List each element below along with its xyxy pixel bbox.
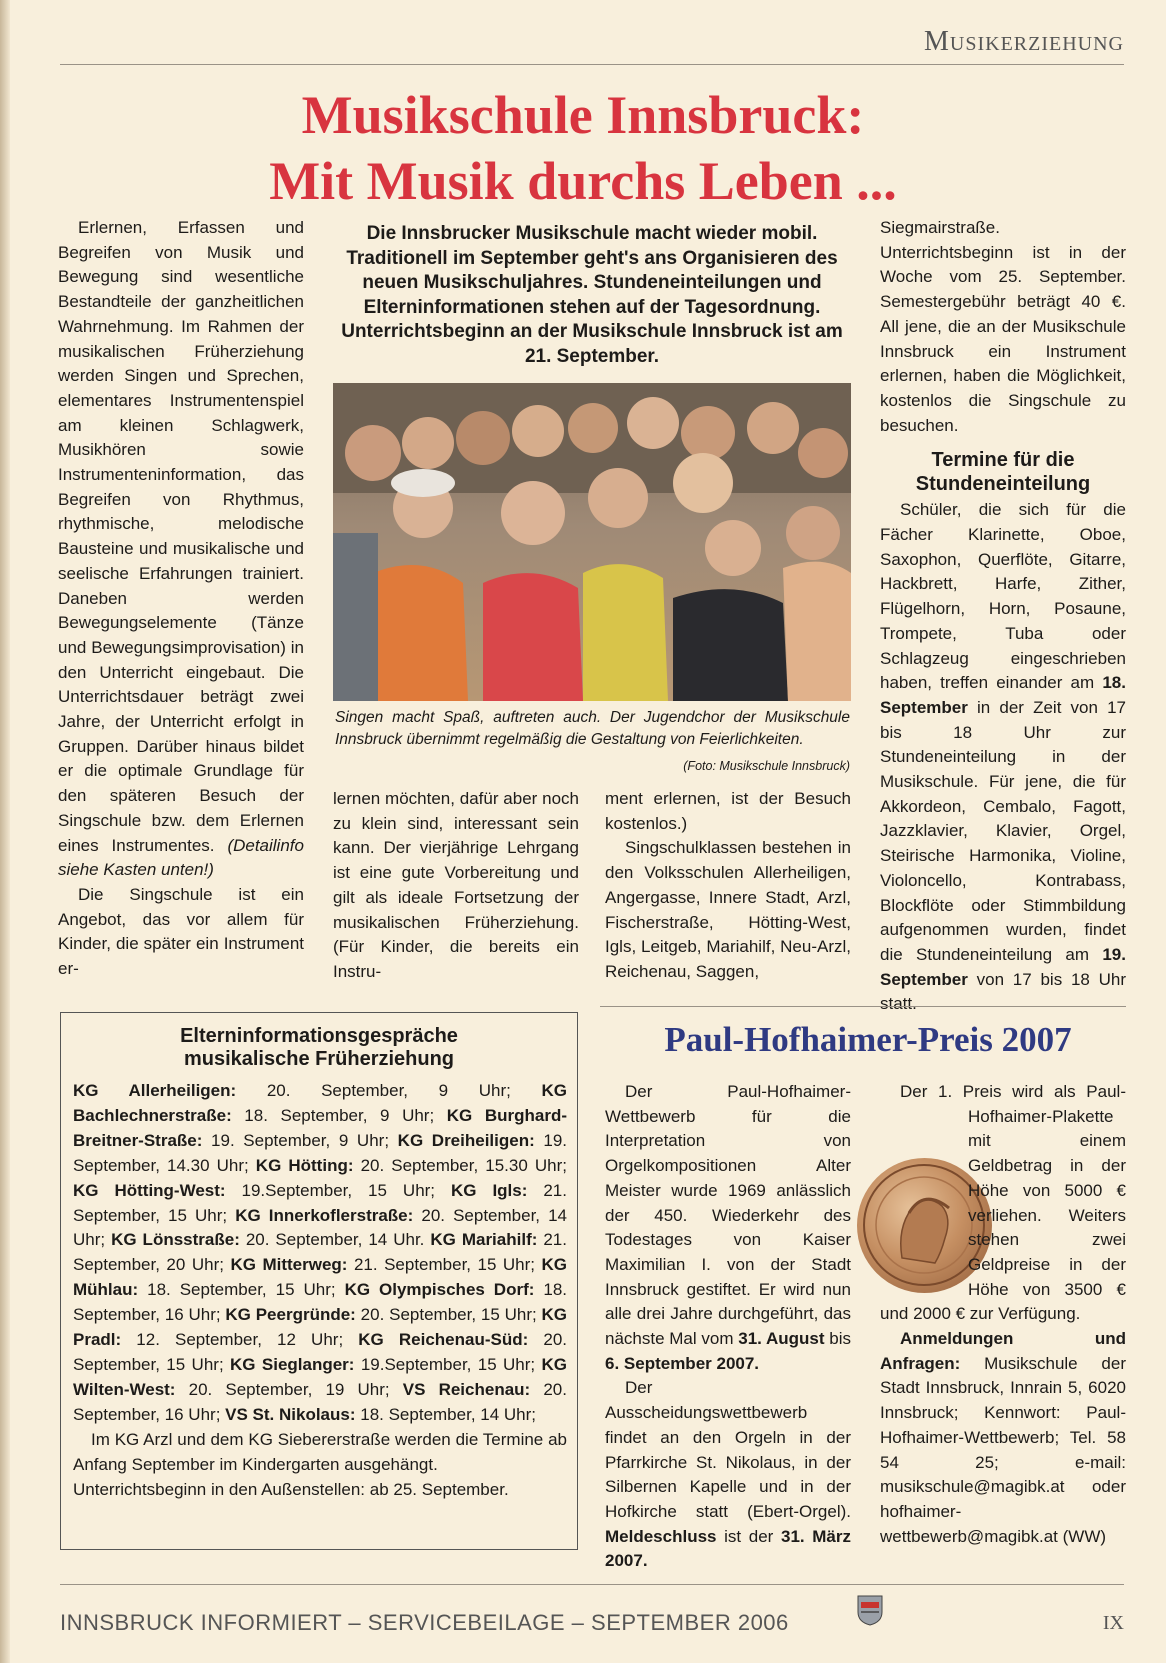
- prize-text: Der Ausscheidungswettbewerb findet an den Orgeln in der Pfarrkirche St. Nikolaus, in der Silbernen Kapelle und in der Hofkirche statt (Ebert-Orgel).: [605, 1378, 851, 1521]
- headline: [0, 82, 1166, 214]
- prize-paragraph: Der 1. Preis wird als Paul-Hofhaimer-Plakette mit einem Geldbetrag in der Höhe von 5000 € verliehen. Weiters stehen zwei Geldpreise in der Höhe von 3500 € und 2000 € zur Verfügung.: [880, 1082, 1126, 1324]
- headline-line-1: Musikschule Innsbruck:: [301, 85, 865, 145]
- kindergarten-name: KG Dreiheiligen:: [397, 1130, 535, 1150]
- header-rule: [60, 64, 1124, 65]
- kindergarten-date: 20. September, 15.30 Uhr;: [353, 1155, 567, 1175]
- prize-contact-label: Anmeldungen und Anfragen:: [880, 1329, 1126, 1373]
- medal-wrap-spacer: [850, 1130, 960, 1320]
- box-note-2: Unterrichtsbeginn in den Außenstellen: ab 25. September.: [73, 1479, 509, 1499]
- kindergarten-name: KG Peergründe:: [225, 1305, 356, 1325]
- kindergarten-date: 18. September, 15 Uhr;: [138, 1280, 345, 1300]
- photo-credit: (Foto: Musikschule Innsbruck): [683, 759, 850, 773]
- prize-deadline-date: 31. März 2007.: [605, 1526, 851, 1571]
- kindergarten-date: 12. September, 12 Uhr;: [121, 1330, 359, 1350]
- kindergarten-name: KG Mitterweg:: [230, 1255, 348, 1275]
- kindergarten-name: KG Wilten-West:: [73, 1354, 567, 1399]
- article-column-4: [880, 216, 1126, 1017]
- kindergarten-name: KG Hötting-West:: [73, 1180, 226, 1200]
- prize-date-start: 31. August: [738, 1329, 825, 1349]
- kindergarten-date: 18. September, 9 Uhr;: [231, 1105, 447, 1125]
- prize-text: bis: [829, 1329, 851, 1349]
- kindergarten-name: KG Hötting:: [255, 1155, 354, 1175]
- kindergarten-name: KG Olympisches Dorf:: [344, 1280, 535, 1300]
- section-label: Musikerziehung: [924, 26, 1124, 57]
- article-column-1: [58, 216, 304, 982]
- footer-rule: [60, 1584, 1124, 1585]
- prize-column-left: [605, 1080, 851, 1574]
- prize-deadline-label: Meldeschluss: [605, 1526, 717, 1546]
- kindergarten-date: 20. September, 15 Uhr;: [355, 1305, 542, 1325]
- prize-contact: [880, 1327, 1126, 1549]
- kindergarten-name: KG Reichenau-Süd:: [358, 1330, 529, 1350]
- kindergarten-date: 18. September, 16 Uhr;: [73, 1280, 568, 1325]
- article-column-2: [333, 787, 579, 985]
- paragraph-note: (Detailinfo siehe Kasten unten!): [58, 835, 304, 880]
- kindergarten-entries: [73, 1079, 567, 1428]
- page-number: IX: [1102, 1612, 1124, 1634]
- kindergarten-date: 20. September, 14 Uhr.: [239, 1230, 431, 1250]
- prize-column-right: [880, 1080, 1126, 1549]
- kindergarten-name: KG Innerkoflerstraße:: [235, 1205, 414, 1225]
- article-paragraph: Die Singschule ist ein Angebot, das vor allem für Kinder, die später ein Instrument er-: [58, 884, 304, 979]
- prize-date-end: 6. September 2007.: [605, 1353, 760, 1373]
- kindergarten-date: 20. September, 16 Uhr;: [73, 1379, 567, 1424]
- article-paragraph: Siegmairstraße. Unterrichtsbeginn ist in der Woche vom 25. September. Semestergebühr beträgt 40 €. All jene, die an der Musikschule Innsbruck ein Instrument erlernen, haben die Möglichkeit, kostenlos die Singschule zu besuchen.: [880, 218, 1126, 435]
- schedule-date-1: 18. September: [880, 673, 1126, 717]
- prize-text: Der Paul-Hofhaimer-Wettbewerb für die Interpretation von Orgelkompositionen Alter Meister wurde 1969 anlässlich der 450. Wiederkehr des Todestages von Kaiser Maximilian I. von der Stadt Innsbruck gestiftet. Er wird nun alle drei Jahre durchgeführt, das nächste Mal vom: [605, 1082, 851, 1349]
- kindergarten-date: 20. September, 19 Uhr;: [175, 1379, 403, 1399]
- kindergarten-date: 19.September, 15 Uhr;: [225, 1180, 451, 1200]
- schedule-date-2: 19. September: [880, 944, 1126, 989]
- kindergarten-name: KG Pradl:: [73, 1305, 568, 1350]
- box-text: [73, 1079, 567, 1502]
- kindergarten-name: KG Igls:: [450, 1180, 528, 1200]
- prize-paragraph: [605, 1376, 851, 1574]
- innsbruck-crest-icon: [857, 1594, 883, 1626]
- article-lead: Die Innsbrucker Musikschule macht wieder mobil. Traditionell im September geht's ans Organisieren des neuen Musikschuljahres. Stundeneinteilungen und Elterninformationen stehen auf der Tagesordnung. Unterrichtsbeginn an der Musikschule Innsbruck ist am 21. September.: [341, 223, 843, 367]
- kindergarten-date: 21. September, 15 Uhr;: [347, 1255, 542, 1275]
- kindergarten-date: 21. September, 20 Uhr;: [73, 1230, 567, 1275]
- headline-line-2: Mit Musik durchs Leben ...: [269, 151, 897, 211]
- footer-text: INNSBRUCK INFORMIERT – SERVICEBEILAGE – SEPTEMBER 2006: [60, 1610, 789, 1635]
- kindergarten-name: KG Bachlechnerstraße:: [73, 1081, 567, 1125]
- kindergarten-name: KG Burghard-Breitner-Straße:: [73, 1105, 568, 1150]
- article-paragraph: [58, 216, 304, 883]
- parent-info-box: [60, 1012, 578, 1550]
- article-paragraph: ment erlernen, ist der Besuch kostenlos.): [605, 789, 851, 833]
- kindergarten-date: 18. September, 14 Uhr;: [355, 1404, 537, 1424]
- box-title: [61, 1025, 577, 1071]
- article-paragraph: lernen möchten, dafür aber noch zu klein sind, interessant sein kann. Der vierjährige Lehrgang ist eine gute Vorbereitung und gilt als ideale Fortsetzung der musikalischen Früherziehung. (Für Kinder, die bereits ein Instru-: [333, 789, 579, 981]
- kindergarten-date: 20. September, 14 Uhr;: [73, 1205, 568, 1250]
- article-column-3: [605, 787, 851, 985]
- box-title-line-1: Elterninformationsgespräche: [180, 1025, 458, 1047]
- kindergarten-date: 20. September, 9 Uhr;: [236, 1081, 542, 1100]
- choir-photo-illustration: [333, 383, 851, 701]
- kindergarten-date: 19. September, 9 Uhr;: [202, 1130, 398, 1150]
- kindergarten-name: KG Mariahilf:: [430, 1230, 538, 1250]
- schedule-text: Schüler, die sich für die Fächer Klarinette, Oboe, Saxophon, Querflöte, Gitarre, Hackbrett, Harfe, Zither, Flügelhorn, Horn, Posaune, Trompete, Tuba oder Schlagzeug eingeschrieben haben, treffen einander am: [880, 500, 1126, 693]
- prize-title: Paul-Hofhaimer-Preis 2007: [664, 1020, 1072, 1059]
- kindergarten-date: 19. September, 14.30 Uhr;: [73, 1130, 568, 1175]
- photo-caption: Singen macht Spaß, auftreten auch. Der Jugendchor der Musikschule Innsbruck übernimmt regelmäßig die Gestaltung von Feierlichkeiten.: [335, 709, 850, 748]
- prize-contact-text: Musikschule der Stadt Innsbruck, Innrain 5, 6020 Innsbruck; Kennwort: Paul-Hofhaimer-Wettbewerb; Tel. 58 54 25; e-mail: musikschule@magibk.at oder hofhaimer-wettbewerb@magibk.at (WW): [880, 1353, 1126, 1546]
- kindergarten-date: 20. September, 15 Uhr;: [73, 1330, 568, 1374]
- page-edge: [0, 0, 10, 1663]
- prize-text: ist der: [724, 1526, 774, 1546]
- paragraph-text: Erlernen, Erfassen und Begreifen von Musik und Bewegung sind wesentliche Bestandteile der ganzheitlichen Wahrnehmung. Im Rahmen der musikalischen Früherziehung werden Singen und Sprechen, elementares Instrumentenspiel am kleinen Schlagwerk, Musikhören sowie Instrumenteninformation, das Begreifen von Rhythmus, rhythmische, melodische Bausteine und musikalische und seelische Erfahrungen trainiert. Daneben werden Bewegungselemente (Tänze und Bewegungsimprovisation) in den Unterricht eingebaut. Die Unterrichtsdauer beträgt zwei Jahre, der Unterricht erfolgt in Gruppen. Darüber hinaus bildet er die optimale Grundlage für den späteren Besuch der Singschule bzw. dem Erlernen eines Instrumentes.: [58, 218, 304, 855]
- kindergarten-date: 21. September, 15 Uhr;: [73, 1180, 567, 1225]
- schedule-paragraph: [880, 498, 1126, 1017]
- kindergarten-name: KG Lönsstraße:: [111, 1230, 240, 1250]
- article-paragraph: Singschulklassen bestehen in den Volksschulen Allerheiligen, Angergasse, Innere Stadt, Arzl, Fischerstraße, Hötting-West, Igls, Leitgeb, Mariahilf, Neu-Arzl, Reichenau, Saggen,: [605, 838, 851, 981]
- kindergarten-name: KG Allerheiligen:: [73, 1081, 237, 1100]
- kindergarten-name: VS Reichenau:: [402, 1379, 531, 1399]
- kindergarten-date: 19.September, 15 Uhr;: [354, 1354, 542, 1374]
- kindergarten-name: KG Sieglanger:: [230, 1354, 355, 1374]
- kindergarten-name: VS St. Nikolaus:: [225, 1404, 356, 1424]
- kindergarten-name: KG Mühlau:: [73, 1255, 568, 1300]
- prize-paragraph: [605, 1080, 851, 1376]
- schedule-text: in der Zeit von 17 bis 18 Uhr zur Stundeneinteilung in der Musikschule. Für jene, die für Akkordeon, Cembalo, Fagott, Jazzklavier, Klavier, Orgel, Steirische Harmonika, Violine, Violoncello, Kontrabass, Blockflöte oder Stimmbildung aufgenommen wurden, findet die Stundeneinteilung am: [880, 697, 1126, 964]
- box-title-line-2: musikalische Früherziehung: [183, 1048, 455, 1070]
- box-note-1: Im KG Arzl und dem KG Siebererstraße werden die Termine ab Anfang September im Kindergarten ausgehängt.: [73, 1429, 567, 1474]
- choir-photo: [333, 383, 851, 701]
- section-rule: [600, 1006, 1126, 1007]
- schedule-text: von 17 bis 18 Uhr statt.: [880, 969, 1126, 1014]
- schedule-heading: Termine für die Stundeneinteilung: [915, 449, 1091, 496]
